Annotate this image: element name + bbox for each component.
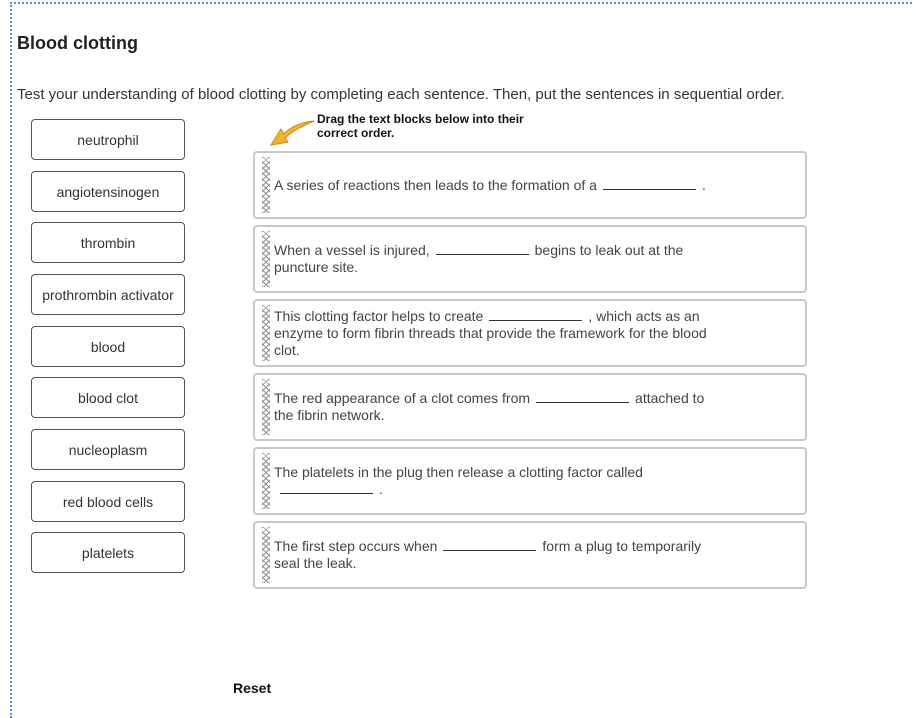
answer-blank[interactable]	[443, 538, 536, 551]
reset-button[interactable]: Reset	[233, 680, 272, 696]
sentence-text: When a vessel is injured, begins to leak out at the puncture site.	[274, 242, 684, 275]
word-chip-red-blood-cells[interactable]: red blood cells	[31, 481, 185, 522]
answer-blank[interactable]	[280, 481, 373, 494]
arrow-icon	[268, 118, 316, 148]
sentence-text: The first step occurs when form a plug to temporarily seal the leak.	[274, 538, 702, 571]
sentence-card-3[interactable]	[253, 299, 807, 367]
word-chip-angiotensinogen[interactable]: angiotensinogen	[31, 171, 185, 212]
word-chip-neutrophil[interactable]: neutrophil	[31, 119, 185, 160]
sentence-card-6[interactable]	[253, 521, 807, 589]
sentence-text: A series of reactions then leads to the formation of a .	[274, 176, 706, 193]
drag-hint-text: Drag the text blocks below into their correct order.	[317, 112, 524, 140]
drag-handle-icon[interactable]	[262, 379, 270, 435]
word-chip-blood-clot[interactable]: blood clot	[31, 377, 185, 418]
answer-blank[interactable]	[436, 242, 529, 255]
sentence-card-4[interactable]	[253, 373, 807, 441]
word-chip-platelets[interactable]: platelets	[31, 532, 185, 573]
drag-handle-icon[interactable]	[262, 453, 270, 509]
sentence-text: The platelets in the plug then release a clotting factor called.	[274, 464, 643, 497]
answer-blank[interactable]	[603, 177, 696, 190]
sentence-card-2[interactable]	[253, 225, 807, 293]
word-chip-nucleoplasm[interactable]: nucleoplasm	[31, 429, 185, 470]
sentence-card-1[interactable]	[253, 151, 807, 219]
answer-blank[interactable]	[489, 308, 582, 321]
instructions-text: Test your understanding of blood clotting by completing each sentence. Then, put the sentences in sequential order.	[17, 86, 785, 103]
answer-blank[interactable]	[536, 390, 629, 403]
drag-handle-icon[interactable]	[262, 305, 270, 361]
page-title: Blood clotting	[17, 33, 138, 53]
word-chip-prothrombin-activator[interactable]: prothrombin activator	[31, 274, 185, 315]
word-chip-thrombin[interactable]: thrombin	[31, 222, 185, 263]
drag-handle-icon[interactable]	[262, 527, 270, 583]
sentence-card-5[interactable]	[253, 447, 807, 515]
sentence-text: This clotting factor helps to create , which acts as an enzyme to form fibrin threads that provide the framework for the blood clot.	[274, 307, 707, 358]
drag-handle-icon[interactable]	[262, 157, 270, 213]
sentence-text: The red appearance of a clot comes from attached to the fibrin network.	[274, 390, 705, 423]
drag-handle-icon[interactable]	[262, 231, 270, 287]
word-chip-blood[interactable]: blood	[31, 326, 185, 367]
